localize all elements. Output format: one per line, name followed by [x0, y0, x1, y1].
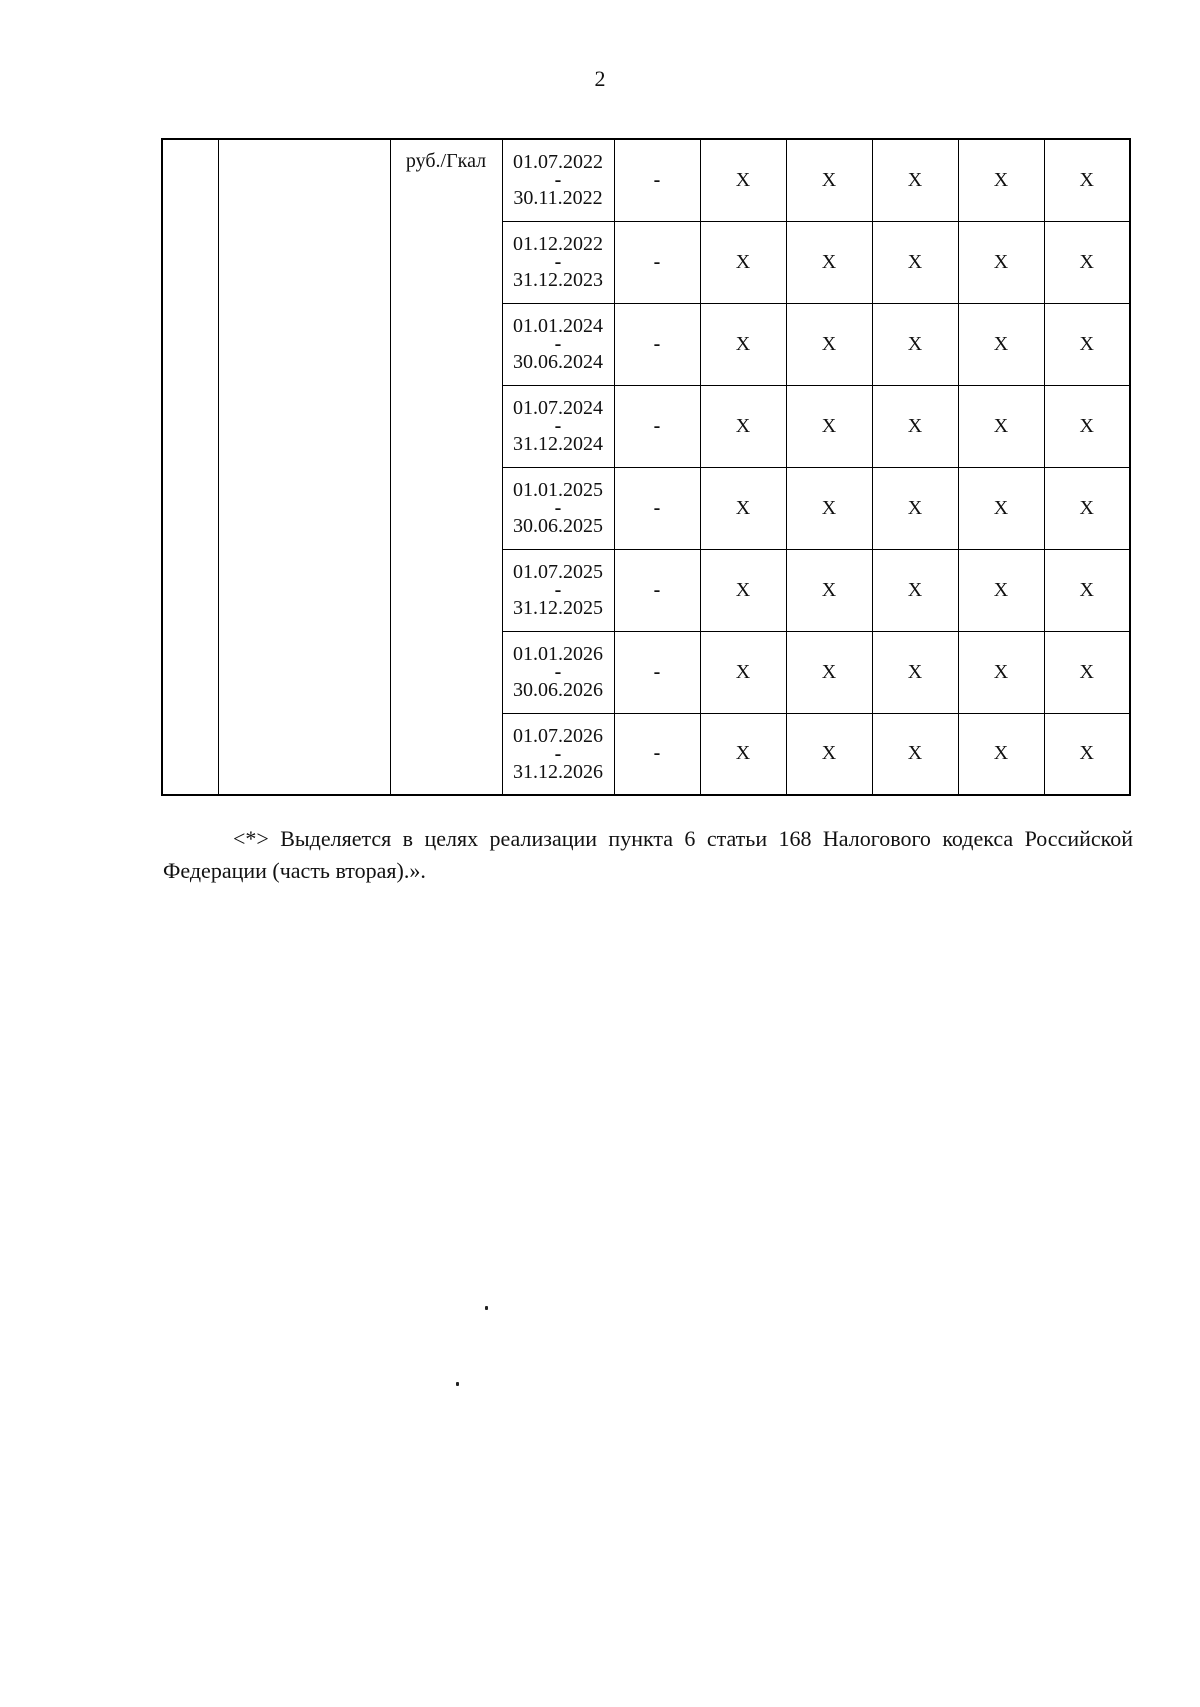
- period-cell: [502, 467, 614, 549]
- x-mark-cell: Х: [1044, 385, 1130, 467]
- scan-speck: [485, 1306, 488, 1310]
- x-mark-cell: Х: [786, 385, 872, 467]
- x-mark-cell: Х: [872, 221, 958, 303]
- x-mark-cell: Х: [872, 385, 958, 467]
- period-to: 30.11.2022: [513, 187, 603, 210]
- x-mark-cell: Х: [958, 467, 1044, 549]
- x-mark-cell: Х: [786, 467, 872, 549]
- period-separator: -: [554, 251, 562, 273]
- x-mark-cell: Х: [1044, 549, 1130, 631]
- period-cell: [502, 139, 614, 221]
- period-from: 01.07.2024: [513, 397, 603, 419]
- x-mark-cell: Х: [958, 713, 1044, 795]
- period-to: 31.12.2026: [513, 760, 603, 783]
- period-separator: -: [554, 169, 562, 192]
- name-cell: [218, 139, 390, 795]
- x-mark-cell: Х: [872, 139, 958, 221]
- x-mark-cell: Х: [958, 385, 1044, 467]
- period-cell: [502, 713, 614, 795]
- value-cell: -: [614, 549, 700, 631]
- period-cell: [502, 385, 614, 467]
- x-mark-cell: Х: [700, 221, 786, 303]
- x-mark-cell: Х: [1044, 221, 1130, 303]
- period-to: 31.12.2023: [513, 269, 603, 291]
- x-mark-cell: Х: [958, 221, 1044, 303]
- period-to: 31.12.2025: [513, 597, 603, 619]
- period-separator: -: [554, 661, 562, 683]
- row-number-cell: [162, 139, 218, 795]
- x-mark-cell: Х: [1044, 303, 1130, 385]
- value-cell: -: [614, 303, 700, 385]
- period-from: 01.07.2026: [513, 724, 603, 747]
- x-mark-cell: Х: [872, 549, 958, 631]
- x-mark-cell: Х: [786, 139, 872, 221]
- x-mark-cell: Х: [958, 303, 1044, 385]
- x-mark-cell: Х: [872, 303, 958, 385]
- period-from: 01.01.2026: [513, 643, 603, 665]
- period-cell: [502, 221, 614, 303]
- x-mark-cell: Х: [700, 139, 786, 221]
- period-from: 01.01.2024: [513, 315, 603, 337]
- period-from: 01.07.2022: [513, 151, 603, 174]
- x-mark-cell: Х: [786, 221, 872, 303]
- period-from: 01.07.2025: [513, 561, 603, 583]
- value-cell: -: [614, 631, 700, 713]
- period-cell: [502, 549, 614, 631]
- value-cell: -: [614, 713, 700, 795]
- period-separator: -: [554, 333, 562, 355]
- period-to: 31.12.2024: [513, 433, 603, 455]
- x-mark-cell: Х: [786, 549, 872, 631]
- x-mark-cell: Х: [1044, 713, 1130, 795]
- footnote: <*> Выделяется в целях реализации пункта 6 статьи 168 Налогового кодекса Российской Федерации (часть вторая).».: [163, 826, 1133, 883]
- x-mark-cell: Х: [700, 549, 786, 631]
- period-separator: -: [554, 742, 562, 765]
- page-number: 2: [594, 66, 606, 91]
- period-separator: -: [554, 415, 562, 437]
- tariff-table: [161, 138, 1131, 796]
- value-cell: -: [614, 139, 700, 221]
- value-cell: -: [614, 467, 700, 549]
- x-mark-cell: Х: [1044, 467, 1130, 549]
- period-separator: -: [554, 579, 562, 601]
- x-mark-cell: Х: [1044, 631, 1130, 713]
- x-mark-cell: Х: [1044, 139, 1130, 221]
- x-mark-cell: Х: [958, 139, 1044, 221]
- value-cell: -: [614, 221, 700, 303]
- x-mark-cell: Х: [958, 549, 1044, 631]
- table-body: [162, 139, 1130, 795]
- x-mark-cell: Х: [700, 631, 786, 713]
- x-mark-cell: Х: [786, 303, 872, 385]
- period-to: 30.06.2024: [513, 351, 603, 373]
- period-separator: -: [554, 497, 562, 519]
- x-mark-cell: Х: [872, 631, 958, 713]
- period-cell: [502, 631, 614, 713]
- x-mark-cell: Х: [700, 303, 786, 385]
- x-mark-cell: Х: [872, 467, 958, 549]
- x-mark-cell: Х: [786, 713, 872, 795]
- table-row: [162, 139, 1130, 221]
- period-from: 01.01.2025: [513, 479, 603, 501]
- period-cell: [502, 303, 614, 385]
- x-mark-cell: Х: [700, 385, 786, 467]
- x-mark-cell: Х: [700, 713, 786, 795]
- unit-cell: руб./Гкал: [390, 139, 502, 795]
- x-mark-cell: Х: [872, 713, 958, 795]
- x-mark-cell: Х: [958, 631, 1044, 713]
- x-mark-cell: Х: [700, 467, 786, 549]
- period-to: 30.06.2025: [513, 515, 603, 537]
- value-cell: -: [614, 385, 700, 467]
- period-from: 01.12.2022: [513, 233, 603, 255]
- period-to: 30.06.2026: [513, 679, 603, 701]
- scan-speck: [456, 1382, 459, 1386]
- x-mark-cell: Х: [786, 631, 872, 713]
